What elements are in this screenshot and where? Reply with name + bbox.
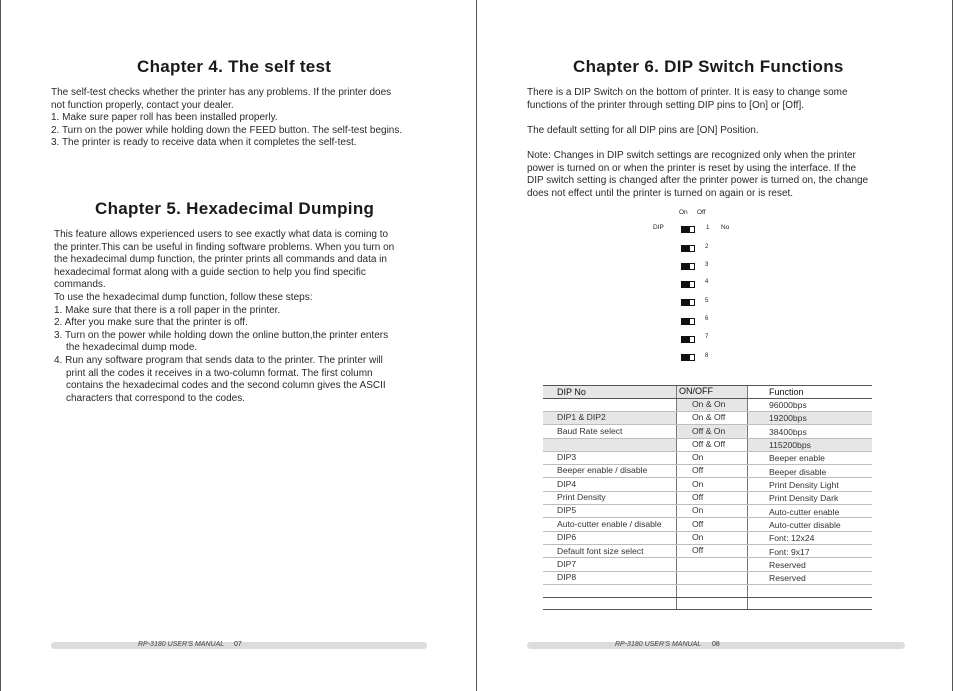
function-cell: Reserved [769,560,806,570]
text-line: print all the codes it receives in a two-column format. The first column [66,367,373,379]
dip-switch-2 [681,245,695,252]
text-line: power is turned on or when the printer is reset by using the interface. If the [527,162,857,174]
switch-knob [682,246,690,251]
function-cell: Print Density Light [769,480,839,490]
function-cell: Beeper disable [769,467,827,477]
row-rule [543,571,872,572]
dip-switch-diagram [647,207,730,367]
text-line: 2. After you make sure that the printer is off. [54,317,248,329]
function-cell: 115200bps [769,440,811,450]
text-line: There is a DIP Switch on the bottom of printer. It is easy to change some [527,87,848,98]
switch-knob [682,300,690,305]
switch-number: 6 [705,316,709,322]
header-dip-no: DIP No [557,387,586,397]
dip-function-table [543,384,873,612]
text-line: functions of the printer through setting DIP pins to [On] or [Off]. [527,99,805,111]
text-line: The self-test checks whether the printer has any problems. If the printer does [51,87,392,98]
dip-no-cell: DIP8 [557,572,577,582]
text-line [527,137,868,150]
text-line: 2. Turn on the power while holding down the FEED button. The self-test begins. [51,124,403,136]
page-number: 07 [234,641,242,648]
switch-knob [682,227,690,232]
text-line: 3. The printer is ready to receive data when it completes the self-test. [51,137,357,149]
column-divider [676,386,677,610]
text-line: 4. Run any software program that sends data to the printer. The printer will [54,354,383,366]
switch-number: 5 [705,298,709,304]
chapter-4-title: Chapter 4. The self test [137,57,332,76]
text-line: 1. Make sure paper roll has been installed properly. [51,112,278,124]
row-rule [543,584,872,585]
function-cell: 96000bps [769,400,807,410]
function-cell: 38400bps [769,427,807,437]
function-cell: Font: 12x24 [769,533,815,543]
text-line: contains the hexadecimal codes and the second column gives the ASCII [66,380,386,392]
dip-switch-5 [681,299,695,306]
on-off-cell: On [692,479,704,489]
on-off-cell: Off [692,545,704,555]
text-line: the printer.This can be useful in finding software problems. When you turn on [54,241,395,253]
row-shade [748,411,872,424]
text-line: 3. Turn on the power while holding down the online button,the printer enters [54,329,389,341]
switch-knob [682,355,690,360]
switch-knob [682,319,690,324]
function-cell: Beeper enable [769,453,825,463]
on-off-cell: On [692,505,704,515]
text-line: the hexadecimal dump function, the printer prints all commands and data in [54,254,387,266]
switch-knob [682,282,690,287]
dip-switch-6 [681,318,695,325]
text-line: To use the hexadecimal dump function, follow these steps: [54,291,313,303]
chapter-6-text [527,87,868,200]
text-line: This feature allows experienced users to see exactly what data is coming to [54,229,389,240]
switch-number: 7 [705,334,709,340]
dip-label: DIP [653,224,664,231]
dip-no-cell: DIP6 [557,532,577,542]
chapter-5-text [54,229,394,405]
text-line: DIP switch setting is changed after the printer power is turned on, the change [527,175,869,187]
dip-no-cell: DIP3 [557,452,577,462]
column-divider [747,386,748,610]
text-line: The default setting for all DIP pins are [ON] Position. [527,124,759,136]
switch-number: 8 [705,353,709,359]
dip-no-cell: Beeper enable / disable [557,465,648,475]
dip-switch-7 [681,336,695,343]
function-cell: Auto-cutter disable [769,520,841,530]
table-bottom-rule [543,597,872,598]
dip-no-cell: DIP1 & DIP2 [557,412,606,422]
function-cell: Reserved [769,573,806,583]
text-line: does not effect until the printer is turned on again or is reset. [527,187,794,199]
no-label: No [721,224,730,231]
text-line: hexadecimal format along with a guide section to help you find specific [54,266,366,278]
chapter-4-text [51,87,402,150]
chapter-5-title: Chapter 5. Hexadecimal Dumping [95,199,375,218]
on-off-cell: On [692,532,704,542]
function-cell: 19200bps [769,413,807,423]
dip-switch-1 [681,226,695,233]
dip-no-cell: Baud Rate select [557,426,623,436]
switch-knob [682,337,690,342]
header-function: Function [769,387,804,397]
on-off-cell: Off [692,519,704,529]
off-label: Off [697,209,706,216]
switch-number: 3 [705,262,709,268]
text-line: Note: Changes in DIP switch settings are recognized only when the printer [527,149,856,161]
switch-knob [682,264,690,269]
on-label: On [679,209,688,216]
chapter-6-title: Chapter 6. DIP Switch Functions [573,57,844,76]
switch-number: 1 [706,225,710,231]
right-page [477,0,953,691]
text-line: commands. [54,279,106,291]
text-line: 1. Make sure that there is a roll paper in the printer. [54,304,281,316]
dip-no-cell: DIP7 [557,559,577,569]
dip-no-cell: DIP5 [557,505,577,515]
dip-no-cell: Print Density [557,492,606,502]
page-number: 08 [712,641,720,648]
on-off-cell: On & Off [692,412,726,422]
footer-manual-title: RP-3180 USER'S MANUAL [138,641,225,648]
table-bottom-rule [543,609,872,610]
text-line: characters that correspond to the codes. [66,392,245,404]
on-off-cell: Off [692,492,704,502]
footer-manual-title: RP-3180 USER'S MANUAL [615,641,702,648]
function-cell: Print Density Dark [769,493,839,503]
dip-no-cell: Default font size select [557,546,644,556]
dip-no-cell: DIP4 [557,479,577,489]
dip-switch-3 [681,263,695,270]
text-line [527,112,868,125]
dip-switch-4 [681,281,695,288]
header-on-off: ON/OFF [679,386,713,396]
text-line: the hexadecimal dump mode. [66,342,198,354]
switch-number: 2 [705,244,709,250]
dip-no-cell: Auto-cutter enable / disable [557,519,662,529]
switch-number: 4 [705,279,709,285]
row-shade [543,438,676,451]
on-off-cell: Off & Off [692,439,726,449]
on-off-cell: On & On [692,399,726,409]
on-off-cell: Off & On [692,426,726,436]
text-line: not function properly, contact your dealer. [51,99,234,111]
on-off-cell: On [692,452,704,462]
function-cell: Font: 9x17 [769,547,810,557]
function-cell: Auto-cutter enable [769,507,840,517]
dip-switch-8 [681,354,695,361]
left-page [0,0,476,691]
on-off-cell: Off [692,465,704,475]
